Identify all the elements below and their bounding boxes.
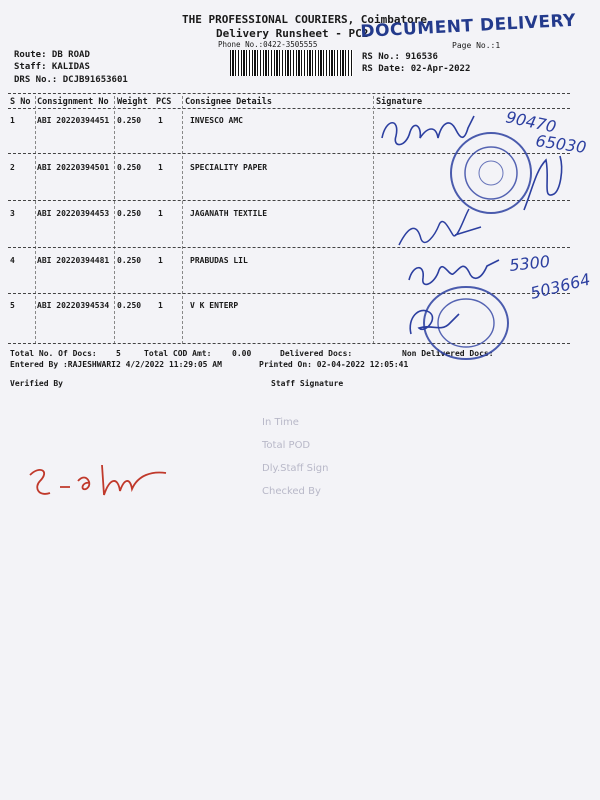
faint-text: Dly.Staff Sign	[262, 463, 329, 474]
staff-signature-label: Staff Signature	[271, 379, 344, 388]
row-weight: 0.250	[117, 116, 142, 125]
total-cod-label: Total COD Amt:	[144, 349, 212, 358]
row-pcs: 1	[158, 209, 163, 218]
handwritten-note-row4-b: 503664	[528, 269, 593, 303]
barcode	[230, 50, 353, 76]
row-sno: 1	[10, 116, 15, 125]
faint-text: In Time	[262, 417, 299, 428]
row-consignee: JAGANATH TEXTILE	[190, 209, 268, 218]
page-number: Page No.:1	[452, 41, 501, 50]
row-pcs: 1	[158, 163, 163, 172]
non-delivered-label: Non Delivered Docs:	[402, 349, 494, 358]
col-header-signature: Signature	[376, 97, 423, 107]
handwritten-note-row1-a: 90470	[504, 107, 558, 137]
row-weight: 0.250	[117, 209, 142, 218]
delivered-label: Delivered Docs:	[280, 349, 353, 358]
company-round-stamp	[446, 128, 536, 218]
handwritten-note-row1-b: 65030	[534, 131, 588, 158]
row-consignment: ABI 20220394481	[37, 256, 110, 265]
column-separator	[114, 96, 115, 344]
row-rule	[8, 247, 570, 248]
handwritten-note-row4-a: 5300	[508, 251, 551, 275]
row-weight: 0.250	[117, 163, 142, 172]
column-separator	[182, 96, 183, 344]
total-docs-label: Total No. Of Docs:	[10, 349, 97, 358]
row-consignment: ABI 20220394453	[37, 209, 110, 218]
total-cod: 0.00	[232, 349, 252, 358]
drs-number: DRS No.: DCJB91653601	[14, 75, 128, 85]
table-top-rule	[8, 93, 570, 94]
faint-text: Total POD	[262, 440, 311, 451]
rs-number: RS No.: 916536	[362, 52, 438, 62]
column-separator	[35, 96, 36, 344]
verified-by-label: Verified By	[10, 379, 63, 388]
handwritten-note-row4	[508, 251, 593, 315]
row-pcs: 1	[158, 256, 163, 265]
col-header-weight: Weight	[117, 97, 148, 107]
row-consignment: ABI 20220394501	[37, 163, 110, 172]
faint-text: Checked By	[262, 486, 321, 497]
row-weight: 0.250	[117, 301, 142, 310]
rs-date: RS Date: 02-Apr-2022	[362, 64, 471, 74]
row-consignment: ABI 20220394534	[37, 301, 110, 310]
row-pcs: 1	[158, 116, 163, 125]
col-header-sno: S No	[10, 97, 31, 107]
entered-by: Entered By :RAJESHWARI2 4/2/2022 11:29:05 AM	[10, 360, 222, 369]
document-delivery-stamp: DOCUMENT DELIVERY	[360, 10, 577, 42]
row-pcs: 1	[158, 301, 163, 310]
phone-number: Phone No.:0422-3505555	[218, 40, 318, 49]
row-sno: 2	[10, 163, 15, 172]
col-header-consignee: Consignee Details	[185, 97, 272, 107]
printed-on: Printed On: 02-04-2022 12:05:41	[259, 360, 409, 369]
enterprises-round-stamp	[418, 283, 514, 363]
row-weight: 0.250	[117, 256, 142, 265]
company-name: THE PROFESSIONAL COURIERS, Coimbatore	[182, 13, 428, 26]
verified-by-signature	[20, 455, 180, 505]
total-docs: 5	[116, 349, 121, 358]
column-separator	[373, 96, 374, 344]
runsheet-title: Delivery Runsheet - PC2	[216, 27, 369, 40]
row-consignee: SPECIALITY PAPER	[190, 163, 268, 172]
row-consignee: V K ENTERP	[190, 301, 239, 310]
col-header-consignment: Consignment No	[37, 97, 109, 107]
col-header-pcs: PCS	[156, 97, 172, 107]
route: Route: DB ROAD	[14, 50, 90, 60]
row-consignment: ABI 20220394451	[37, 116, 110, 125]
row-sno: 3	[10, 209, 15, 218]
row-consignee: INVESCO AMC	[190, 116, 243, 125]
row-consignee: PRABUDAS LIL	[190, 256, 248, 265]
staff: Staff: KALIDAS	[14, 62, 90, 72]
row-sno: 4	[10, 256, 15, 265]
row-sno: 5	[10, 301, 15, 310]
